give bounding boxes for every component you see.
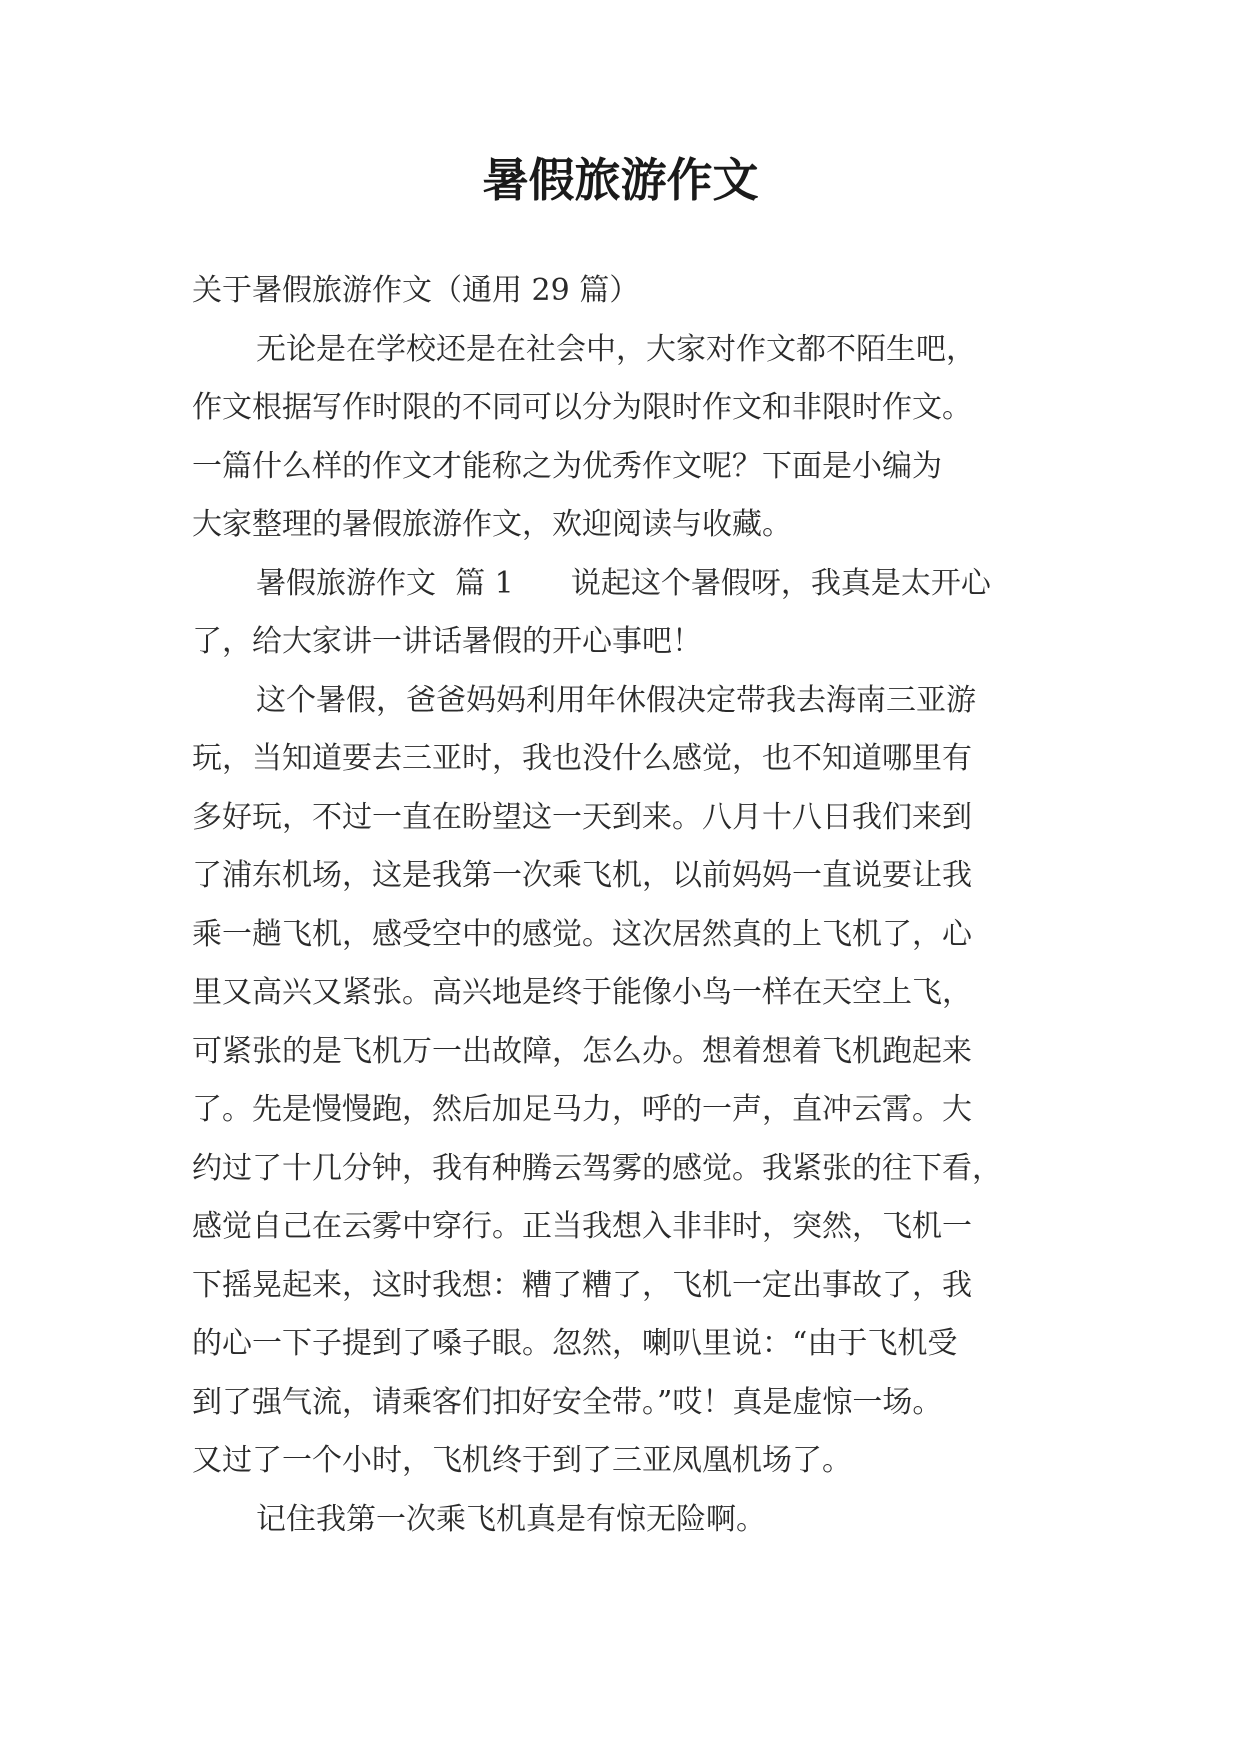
paragraph-line: 的心一下子提到了嗓子眼。忽然，喇叭里说：“由于飞机受 <box>192 1326 958 1361</box>
paragraph-line: 大家整理的暑假旅游作文，欢迎阅读与收藏。 <box>192 507 792 542</box>
paragraph-line: 感觉自己在云雾中穿行。正当我想入非非时，突然，飞机一 <box>192 1209 972 1244</box>
paragraph-line: 了，给大家讲一讲话暑假的开心事吧！ <box>192 624 702 659</box>
subtitle-line: 关于暑假旅游作文（通用 29 篇） <box>192 273 640 308</box>
paragraph-line: 约过了十几分钟，我有种腾云驾雾的感觉。我紧张的往下看， <box>192 1150 1002 1186</box>
paragraph-line: 又过了一个小时，飞机终于到了三亚凤凰机场了。 <box>192 1443 852 1478</box>
paragraph-line: 记住我第一次乘飞机真是有惊无险啊。 <box>256 1501 766 1537</box>
paragraph-line: 了。先是慢慢跑，然后加足马力，呼的一声，直冲云霄。大 <box>192 1092 972 1127</box>
paragraph-line: 一篇什么样的作文才能称之为优秀作文呢？下面是小编为 <box>192 448 942 484</box>
paragraph-line: 无论是在学校还是在社会中，大家对作文都不陌生吧， <box>256 331 976 367</box>
section-heading-line: 暑假旅游作文 篇 1 说起这个暑假呀，我真是太开心 <box>256 565 991 601</box>
paragraph-line: 作文根据写作时限的不同可以分为限时作文和非限时作文。 <box>192 390 972 425</box>
paragraph-line: 乘一趟飞机，感受空中的感觉。这次居然真的上飞机了，心 <box>192 916 972 952</box>
paragraph-line: 了浦东机场，这是我第一次乘飞机，以前妈妈一直说要让我 <box>192 858 972 893</box>
document-body <box>192 262 1080 1549</box>
paragraph-line: 多好玩，不过一直在盼望这一天到来。八月十八日我们来到 <box>192 799 972 835</box>
paragraph-line: 下摇晃起来，这时我想：糟了糟了，飞机一定出事故了，我 <box>192 1267 972 1303</box>
paragraph-line: 玩，当知道要去三亚时，我也没什么感觉，也不知道哪里有 <box>192 741 972 776</box>
paragraph-line: 到了强气流，请乘客们扣好安全带。”哎！真是虚惊一场。 <box>192 1384 943 1420</box>
document-title: 暑假旅游作文 <box>482 153 759 207</box>
paragraph-line: 这个暑假，爸爸妈妈利用年休假决定带我去海南三亚游 <box>256 682 976 718</box>
paragraph-line: 里又高兴又紧张。高兴地是终于能像小鸟一样在天空上飞， <box>192 975 972 1010</box>
paragraph-line: 可紧张的是飞机万一出故障，怎么办。想着想着飞机跑起来 <box>192 1033 972 1069</box>
